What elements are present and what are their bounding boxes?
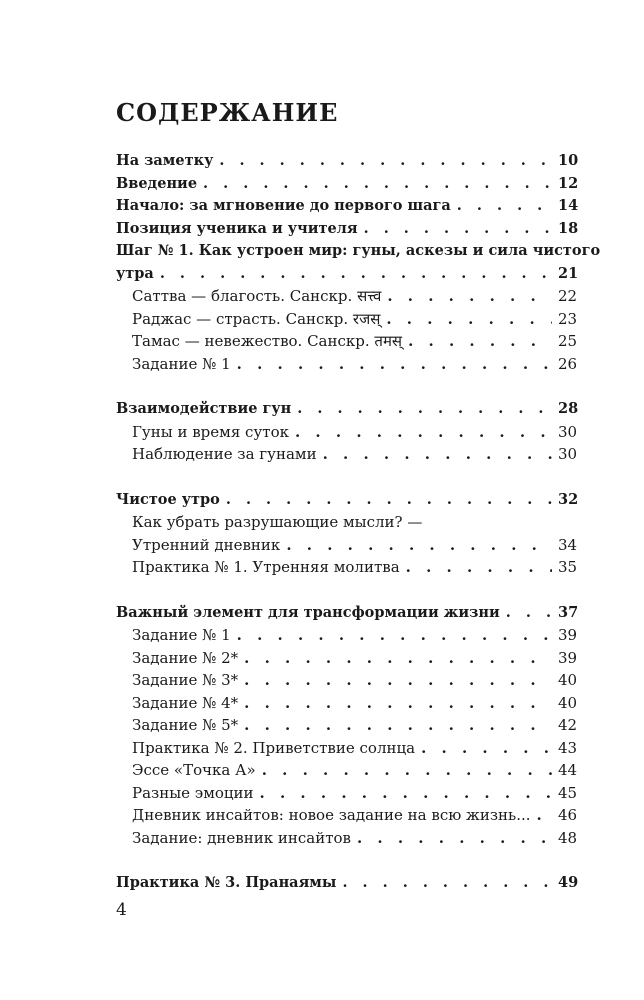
toc-entry-title: Чистое утро	[116, 490, 220, 508]
toc-entry	[116, 556, 576, 579]
dot-leader	[237, 353, 552, 376]
toc-entry-title: Задание № 5*	[132, 716, 239, 734]
toc-entry	[116, 692, 576, 715]
toc-entry	[116, 263, 579, 286]
toc-entry-page: 39	[558, 648, 578, 667]
toc-entry-page: 42	[558, 716, 578, 734]
page-number: 4	[116, 900, 127, 920]
toc-entry-title: Дневник инсайтов: новое задание на всю жизнь...	[132, 806, 531, 824]
toc-entry	[116, 308, 576, 331]
toc-entry-page: 26	[558, 354, 578, 373]
toc-entry	[116, 669, 576, 692]
dot-leader	[537, 804, 552, 827]
dot-leader	[387, 285, 552, 308]
toc-entry-page: 32	[558, 490, 579, 508]
dot-leader	[357, 827, 552, 850]
toc-entry-title: Эссе «Точка А»	[132, 761, 256, 779]
toc-entry-title: Тамас — невежество. Санскр. तमस्	[132, 332, 403, 350]
toc-entry-page: 10	[558, 152, 579, 169]
toc-entry-title: Задание: дневник инсайтов	[132, 828, 351, 847]
toc-entry-page: 44	[558, 761, 578, 779]
dot-leader	[226, 489, 552, 512]
dot-leader	[408, 330, 552, 353]
toc-entry-title: Наблюдение за гунами	[132, 445, 317, 463]
dot-leader	[506, 602, 552, 625]
toc-entry-title: Задание № 2*	[132, 648, 239, 667]
toc-entry-title: Утренний дневник	[132, 535, 281, 554]
table-of-contents	[116, 150, 601, 895]
dot-leader	[244, 669, 552, 692]
toc-entry	[116, 511, 576, 534]
toc-entry-title: Задание № 1	[132, 354, 231, 373]
dot-leader	[323, 443, 552, 466]
toc-entry-page: 12	[558, 174, 579, 192]
toc-entry-page: 37	[558, 603, 579, 621]
toc-entry-page: 25	[558, 332, 578, 350]
page-title: СОДЕРЖАНИЕ	[116, 98, 339, 127]
toc-entry-page: 23	[558, 309, 578, 328]
toc-entry-page: 43	[558, 738, 578, 757]
dot-leader	[262, 759, 552, 782]
toc-entry	[116, 759, 576, 782]
toc-entry	[116, 737, 576, 760]
dot-leader	[457, 195, 552, 218]
dot-leader	[244, 692, 552, 715]
dot-leader	[219, 150, 552, 173]
toc-entry	[116, 398, 579, 421]
toc-entry-title: Введение	[116, 174, 198, 192]
dot-leader	[160, 263, 552, 286]
toc-entry-title: Задание № 1	[132, 626, 231, 644]
toc-entry	[116, 624, 576, 647]
toc-entry	[116, 647, 576, 670]
toc-entry-title: Практика № 2. Приветствие солнца	[132, 738, 416, 757]
toc-entry-page: 30	[558, 445, 578, 463]
toc-entry	[116, 240, 601, 263]
toc-entry	[116, 489, 579, 512]
toc-entry-page: 46	[558, 806, 578, 824]
toc-entry-title: Раджас — страсть. Санскр. रजस्	[132, 309, 381, 328]
toc-entry	[116, 443, 576, 466]
toc-entry	[116, 421, 576, 444]
toc-entry-page: 30	[558, 422, 578, 441]
dot-leader	[364, 218, 552, 241]
toc-entry-title: Задание № 3*	[132, 671, 239, 689]
toc-entry	[116, 827, 576, 850]
toc-entry	[116, 150, 579, 173]
dot-leader	[421, 737, 552, 760]
toc-entry-page: 28	[558, 400, 579, 417]
dot-leader	[297, 398, 552, 421]
toc-entry-page: 22	[558, 287, 578, 305]
toc-entry-page: 39	[558, 626, 578, 644]
toc-entry-page: 34	[558, 535, 578, 554]
toc-entry	[116, 330, 576, 353]
toc-entry-title: Позиция ученика и учителя	[116, 219, 358, 237]
dot-leader	[406, 556, 552, 579]
toc-entry	[116, 872, 579, 895]
toc-entry-title: Как убрать разрушающие мысли? —	[132, 513, 423, 531]
toc-entry-page: 35	[558, 558, 578, 576]
toc-entry-page: 21	[558, 264, 579, 282]
toc-entry	[116, 218, 579, 241]
toc-entry	[116, 173, 579, 196]
toc-entry-title: Взаимодействие гун	[116, 400, 292, 417]
toc-entry-title: Задание № 4*	[132, 693, 239, 712]
toc-entry-title: Гуны и время суток	[132, 422, 289, 441]
toc-entry	[116, 534, 576, 557]
toc-entry-page: 48	[558, 828, 578, 847]
toc-entry-page: 45	[558, 783, 578, 802]
toc-entry-title: Саттва — благость. Санскр. सत्त्व	[132, 287, 382, 305]
toc-entry-page: 40	[558, 671, 578, 689]
toc-entry-page: 49	[558, 874, 579, 891]
toc-entry-title: Начало: за мгновение до первого шага	[116, 197, 451, 214]
toc-entry-title: утра	[116, 264, 154, 282]
toc-entry	[116, 353, 576, 376]
dot-leader	[386, 308, 552, 331]
toc-entry	[116, 195, 579, 218]
toc-entry-title: Шаг № 1. Как устроен мир: гуны, аскезы и сила чистого	[116, 242, 601, 259]
toc-entry	[116, 602, 579, 625]
toc-entry	[116, 804, 576, 827]
toc-entry	[116, 285, 576, 308]
toc-entry-title: Важный элемент для трансформации жизни	[116, 603, 500, 621]
dot-leader	[286, 534, 552, 557]
dot-leader	[237, 624, 552, 647]
dot-leader	[295, 421, 552, 444]
dot-leader	[244, 714, 552, 737]
dot-leader	[260, 782, 552, 805]
dot-leader	[203, 173, 552, 196]
toc-entry-title: На заметку	[116, 152, 214, 169]
toc-entry	[116, 714, 576, 737]
dot-leader	[342, 872, 552, 895]
toc-entry-title: Разные эмоции	[132, 783, 254, 802]
toc-entry	[116, 782, 576, 805]
toc-entry-title: Практика № 1. Утренняя молитва	[132, 558, 400, 576]
toc-entry-page: 14	[558, 197, 579, 214]
toc-entry-title: Практика № 3. Пранаямы	[116, 874, 337, 891]
toc-entry-page: 40	[558, 693, 578, 712]
dot-leader	[244, 647, 552, 670]
toc-entry-page: 18	[558, 219, 579, 237]
